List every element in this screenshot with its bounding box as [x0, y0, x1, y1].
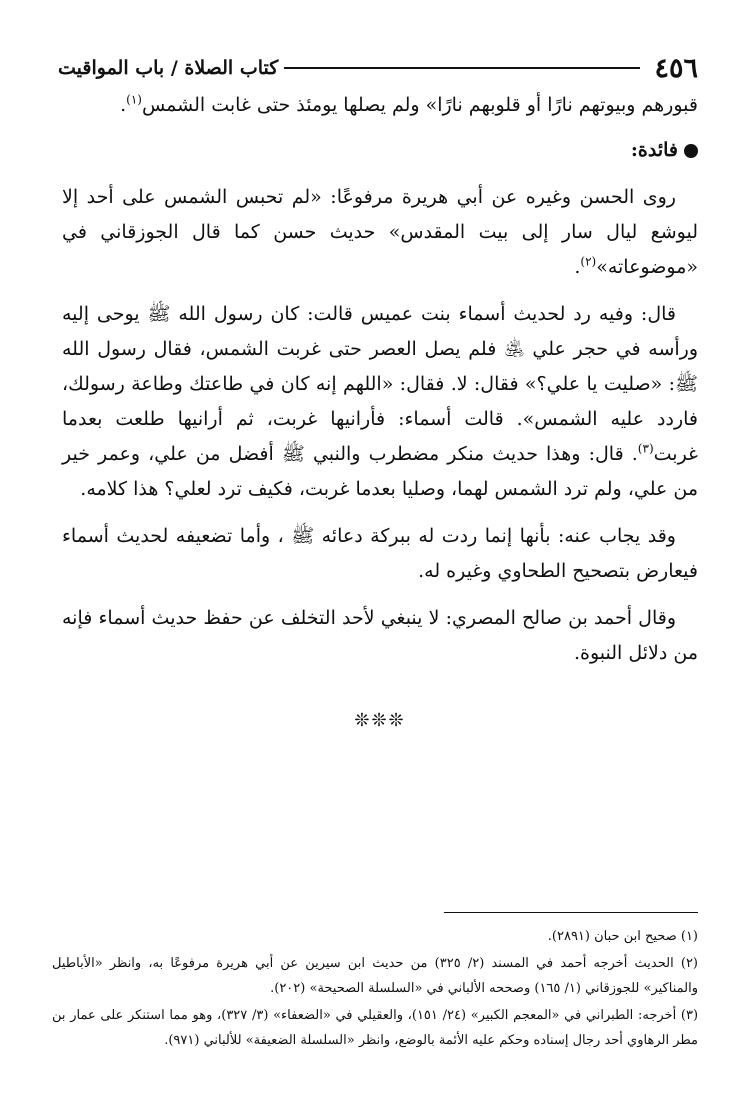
running-title: كتاب الصلاة / باب المواقيت	[58, 57, 279, 79]
paragraph-4: وقال أحمد بن صالح المصري: لا ينبغي لأحد التخلف عن حفظ حديث أسماء فإنه من دلائل النبوة.	[62, 607, 698, 664]
footnote-rule	[444, 912, 698, 913]
section-separator: ❊❊❊	[354, 710, 406, 731]
benefit-heading	[62, 133, 698, 168]
opening-text: قبورهم وبيوتهم نارًا أو قلوبهم نارًا» ولم يصلها يومئذ حتى غابت الشمس	[141, 94, 698, 116]
paragraph-3: وقد يجاب عنه: بأنها إنما ردت له ببركة دعائه ﷺ ، وأما تضعيفه لحديث أسماء فيعارض بتصحيح الطحاوي وغيره له.	[62, 525, 698, 582]
paragraph-2	[62, 297, 698, 507]
paragraph-2-text-b: . قال: وهذا حديث منكر مضطرب والنبي ﷺ أفضل من علي، وعمر خير من علي، ولم ترد الشمس لهما، وصليا بعدما غربت، فكيف ترد لعلي؟ هذا كلامه.	[62, 443, 698, 500]
paragraph-1-text: روى الحسن وغيره عن أبي هريرة مرفوعًا: «لم تحبس الشمس على أحد إلا ليوشع ليال سار إلى بيت المقدس» حديث حسن كما قال الجوزقاني في «موضوعاته»	[62, 186, 698, 278]
benefit-label: فائدة:	[630, 139, 678, 161]
bullet-dot-icon	[684, 144, 698, 158]
footnote-2: (٢) الحديث أخرجه أحمد في المسند (٢/ ٣٢٥) من حديث ابن سيرين عن أبي هريرة مرفوعًا به، وانظر «الأباطيل والمناكير» للجوزقاني (١/ ١٦٥) وصححه الألباني في «السلسلة الصحيحة» (٢٠٢).	[52, 956, 698, 996]
page-number: ٤٥٦	[654, 52, 698, 84]
footnote-ref-1[interactable]: (١)	[126, 92, 142, 107]
paragraph-2-text-a: قال: وفيه رد لحديث أسماء بنت عميس قالت: كان رسول الله ﷺ يوحى إليه ورأسه في حجر علي ﵁ فلم يصل العصر حتى غربت الشمس، فقال رسول الله ﷺ: «صليت يا علي؟» فقال: لا. فقال: «اللهم إنه كان في طاعتك وطاعة رسولك، فاردد عليه الشمس». قالت أسماء: فأرانيها غربت، ثم أرانيها طلعت بعدما غربت	[62, 303, 698, 465]
main-text	[62, 88, 698, 738]
opening-line: قبورهم وبيوتهم نارًا أو قلوبهم نارًا» ولم يصلها يومئذ حتى غابت الشمس$^{(١)}$.	[120, 92, 698, 116]
paragraph-1: روى الحسن وغيره عن أبي هريرة مرفوعًا: «لم تحبس الشمس على أحد إلا ليوشع ليال سار إلى بيت المقدس» حديث حسن كما قال الجوزقاني في «موضوعاته»$^{(٢)}$.	[62, 186, 698, 278]
header-rule	[284, 67, 640, 69]
footnote-3: (٣) أخرجه: الطبراني في «المعجم الكبير» (٢٤/ ١٥١)، والعقيلي في «الضعفاء» (٣/ ٣٢٧)، وهو مما استنكر على عمار بن مطر الرهاوي أحد رجال إسناده وحكم عليه الأئمة بالوضع، وانظر «السلسلة الضعيفة» للألباني (٩٧١).	[52, 1008, 699, 1048]
footnote-1: (١) صحيح ابن حبان (٢٨٩١).	[547, 929, 698, 944]
footnote-ref-3[interactable]: (٣)	[637, 441, 654, 456]
footnotes	[52, 924, 698, 1055]
footnote-ref-2[interactable]: (٢)	[580, 254, 597, 269]
page-header	[58, 50, 698, 86]
